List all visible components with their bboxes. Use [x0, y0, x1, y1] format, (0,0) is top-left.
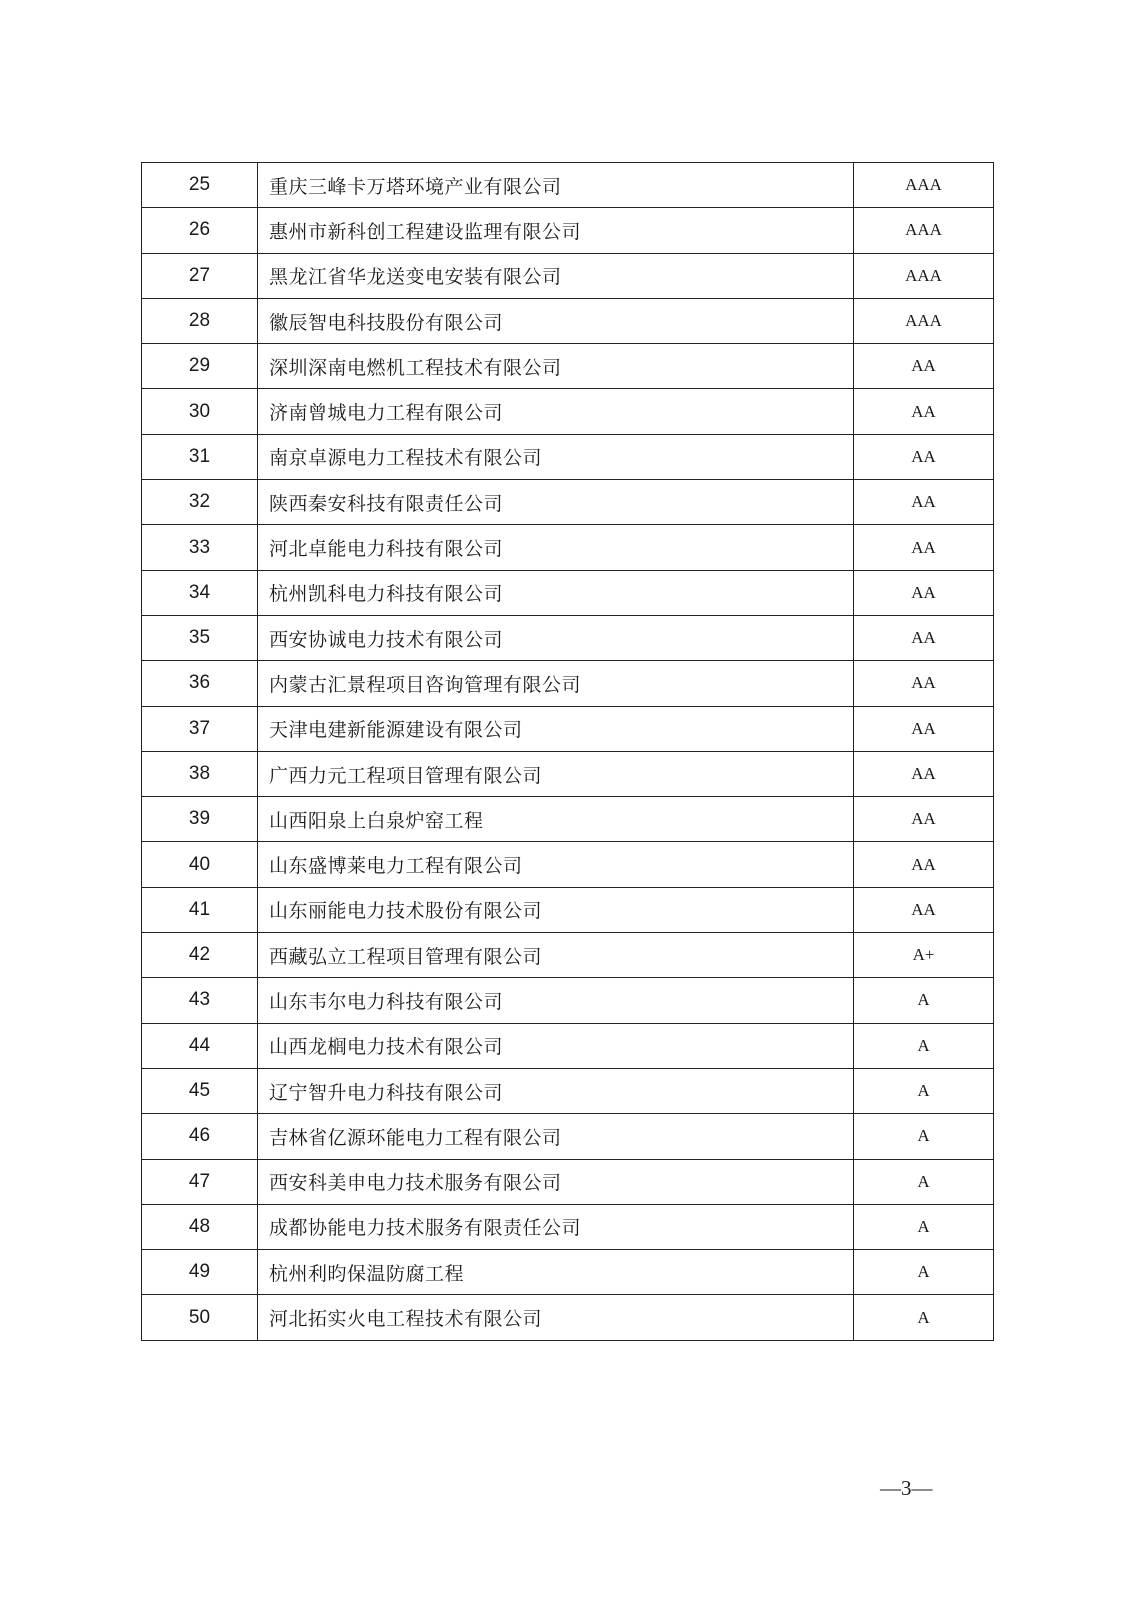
- credit-grade: A: [854, 1204, 994, 1249]
- table-row: [142, 1068, 994, 1113]
- company-name: 广西力元工程项目管理有限公司: [258, 751, 854, 796]
- credit-rating-table: [141, 162, 994, 1341]
- credit-grade: A+: [854, 933, 994, 978]
- credit-grade: AA: [854, 480, 994, 525]
- row-number: 38: [142, 751, 258, 796]
- credit-grade: A: [854, 1114, 994, 1159]
- row-number: 25: [142, 163, 258, 208]
- credit-grade: AA: [854, 434, 994, 479]
- table-row: [142, 480, 994, 525]
- row-number: 46: [142, 1114, 258, 1159]
- row-number: 37: [142, 706, 258, 751]
- company-name: 重庆三峰卡万塔环境产业有限公司: [258, 163, 854, 208]
- company-name: 南京卓源电力工程技术有限公司: [258, 434, 854, 479]
- credit-grade: AAA: [854, 208, 994, 253]
- company-name: 吉林省亿源环能电力工程有限公司: [258, 1114, 854, 1159]
- company-name: 杭州凯科电力科技有限公司: [258, 570, 854, 615]
- company-name: 山西阳泉上白泉炉窑工程: [258, 797, 854, 842]
- row-number: 49: [142, 1250, 258, 1295]
- row-number: 40: [142, 842, 258, 887]
- row-number: 27: [142, 253, 258, 298]
- table-row: [142, 751, 994, 796]
- row-number: 30: [142, 389, 258, 434]
- credit-grade: A: [854, 1068, 994, 1113]
- row-number: 42: [142, 933, 258, 978]
- table-row: [142, 1295, 994, 1340]
- table-row: [142, 797, 994, 842]
- row-number: 50: [142, 1295, 258, 1340]
- table-row: [142, 1204, 994, 1249]
- table-row: [142, 1250, 994, 1295]
- table-row: [142, 208, 994, 253]
- row-number: 29: [142, 344, 258, 389]
- company-name: 山西龙榈电力技术有限公司: [258, 1023, 854, 1068]
- table-row: [142, 1023, 994, 1068]
- table-row: [142, 163, 994, 208]
- company-name: 西安科美申电力技术服务有限公司: [258, 1159, 854, 1204]
- row-number: 43: [142, 978, 258, 1023]
- table-row: [142, 570, 994, 615]
- table-row: [142, 661, 994, 706]
- credit-grade: AA: [854, 751, 994, 796]
- row-number: 34: [142, 570, 258, 615]
- credit-grade: AAA: [854, 253, 994, 298]
- table-row: [142, 298, 994, 343]
- company-name: 杭州利昀保温防腐工程: [258, 1250, 854, 1295]
- table-row: [142, 389, 994, 434]
- table-row: [142, 706, 994, 751]
- credit-grade: A: [854, 1295, 994, 1340]
- credit-grade: AA: [854, 842, 994, 887]
- row-number: 41: [142, 887, 258, 932]
- table-row: [142, 615, 994, 660]
- row-number: 44: [142, 1023, 258, 1068]
- company-name: 西安协诚电力技术有限公司: [258, 615, 854, 660]
- credit-grade: AA: [854, 661, 994, 706]
- company-name: 成都协能电力技术服务有限责任公司: [258, 1204, 854, 1249]
- credit-grade: AA: [854, 344, 994, 389]
- credit-grade: AA: [854, 797, 994, 842]
- credit-grade: AAA: [854, 298, 994, 343]
- company-name: 深圳深南电燃机工程技术有限公司: [258, 344, 854, 389]
- credit-grade: AA: [854, 389, 994, 434]
- table-row: [142, 1114, 994, 1159]
- row-number: 28: [142, 298, 258, 343]
- row-number: 26: [142, 208, 258, 253]
- company-name: 山东韦尔电力科技有限公司: [258, 978, 854, 1023]
- row-number: 39: [142, 797, 258, 842]
- page-number: —3—: [880, 1476, 933, 1500]
- row-number: 32: [142, 480, 258, 525]
- company-name: 黑龙江省华龙送变电安装有限公司: [258, 253, 854, 298]
- company-name: 西藏弘立工程项目管理有限公司: [258, 933, 854, 978]
- credit-grade: A: [854, 978, 994, 1023]
- row-number: 35: [142, 615, 258, 660]
- company-name: 辽宁智升电力科技有限公司: [258, 1068, 854, 1113]
- table-row: [142, 933, 994, 978]
- row-number: 36: [142, 661, 258, 706]
- credit-grade: AA: [854, 887, 994, 932]
- credit-grade: A: [854, 1023, 994, 1068]
- credit-grade: AA: [854, 570, 994, 615]
- credit-grade: AA: [854, 706, 994, 751]
- credit-grade: AAA: [854, 163, 994, 208]
- credit-grade: AA: [854, 615, 994, 660]
- company-name: 天津电建新能源建设有限公司: [258, 706, 854, 751]
- row-number: 31: [142, 434, 258, 479]
- company-name: 山东丽能电力技术股份有限公司: [258, 887, 854, 932]
- credit-grade: A: [854, 1159, 994, 1204]
- row-number: 48: [142, 1204, 258, 1249]
- company-name: 山东盛博莱电力工程有限公司: [258, 842, 854, 887]
- company-name: 河北卓能电力科技有限公司: [258, 525, 854, 570]
- company-name: 济南曾城电力工程有限公司: [258, 389, 854, 434]
- row-number: 45: [142, 1068, 258, 1113]
- table-row: [142, 1159, 994, 1204]
- table-row: [142, 842, 994, 887]
- table-body: [142, 163, 994, 1341]
- table-row: [142, 887, 994, 932]
- company-name: 陕西秦安科技有限责任公司: [258, 480, 854, 525]
- company-name: 内蒙古汇景程项目咨询管理有限公司: [258, 661, 854, 706]
- row-number: 47: [142, 1159, 258, 1204]
- table-row: [142, 344, 994, 389]
- company-name: 惠州市新科创工程建设监理有限公司: [258, 208, 854, 253]
- company-name: 徽辰智电科技股份有限公司: [258, 298, 854, 343]
- table-row: [142, 434, 994, 479]
- credit-grade: A: [854, 1250, 994, 1295]
- company-name: 河北拓实火电工程技术有限公司: [258, 1295, 854, 1340]
- row-number: 33: [142, 525, 258, 570]
- table-row: [142, 525, 994, 570]
- credit-grade: AA: [854, 525, 994, 570]
- table-row: [142, 978, 994, 1023]
- table-row: [142, 253, 994, 298]
